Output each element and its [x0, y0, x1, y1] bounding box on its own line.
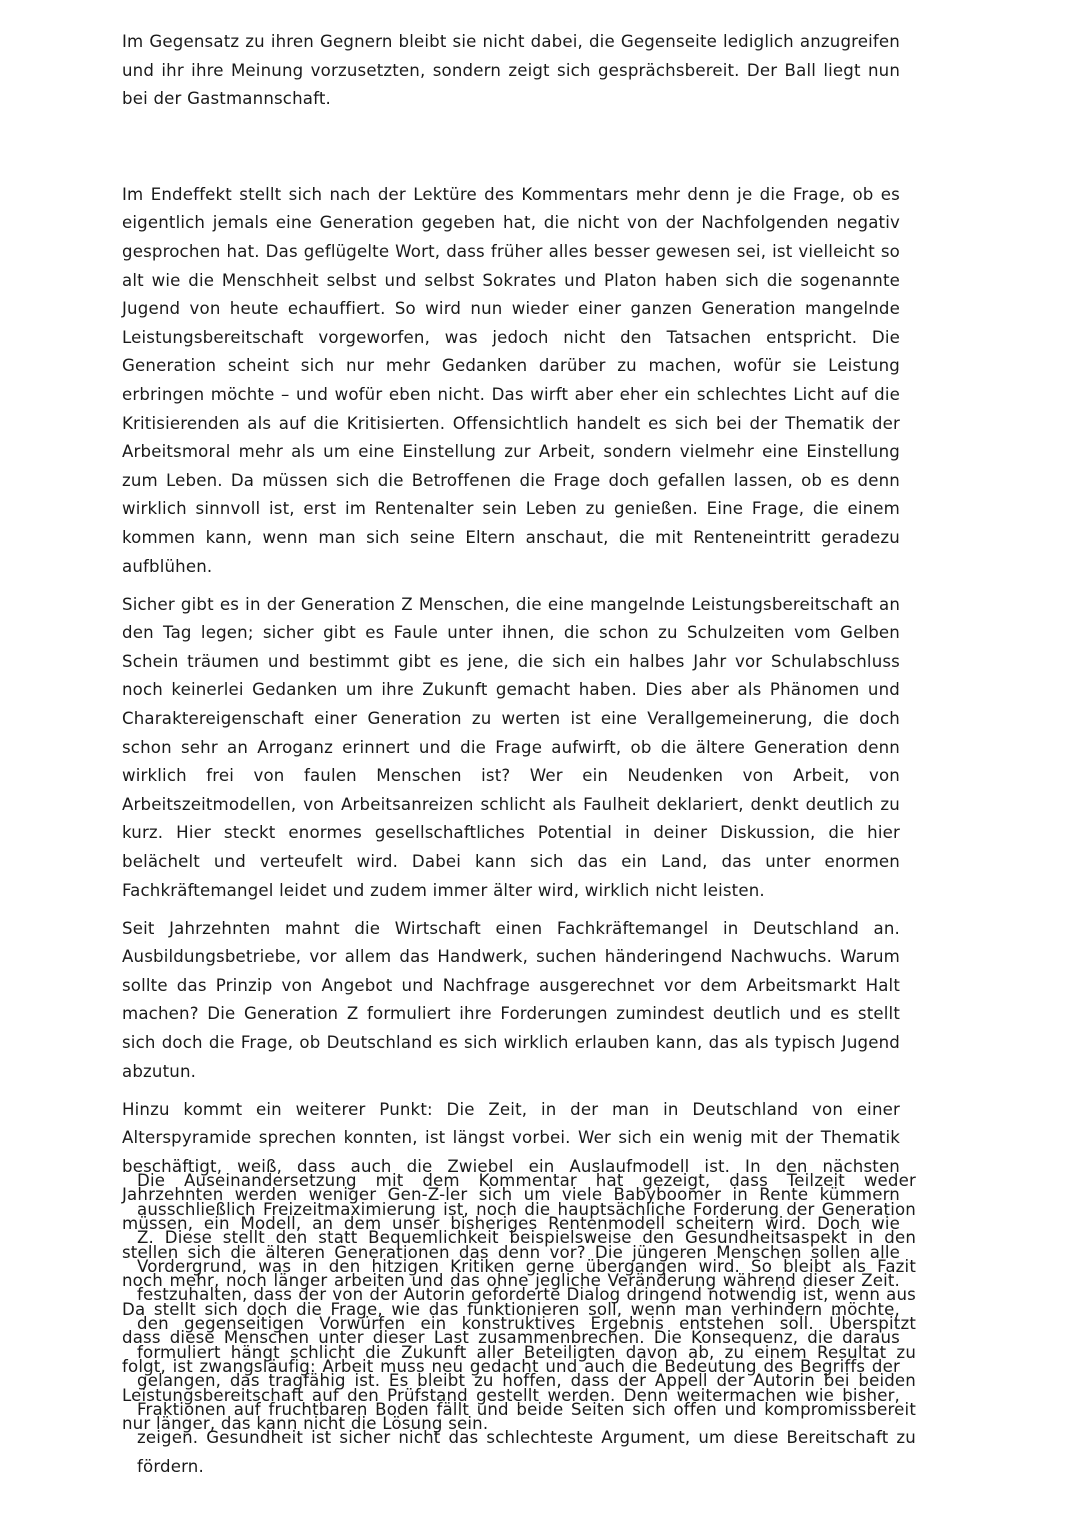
paragraph-4: Seit Jahrzehnten mahnt die Wirtschaft einen Fachkräftemangel in Deutschland an. Ausbildungsbetriebe, vor allem das Handwerk, suchen händeringend Nachwuchs. Warum sollte das Prinzip von Angebot und Nachfrage ausgerechnet vor dem Arbeitsmarkt Halt machen? Die Generation Z formuliert ihre Forderungen zumindest deutlich und es stellt sich doch die Frage, ob Deutschland es sich wirklich erlauben kann, das als typisch Jugend abzutun. — [122, 918, 900, 1081]
paragraph-3: Sicher gibt es in der Generation Z Menschen, die eine mangelnde Leistungsbereitschaft an den Tag legen; sicher gibt es Faule unter ihnen, die schon zu Schulzeiten vom Gelben Schein träumen und bestimmt gibt es jene, die sich ein halbes Jahr vor Schulabschluss noch keinerlei Gedanken um ihre Zukunft gemacht haben. Dies aber als Phänomen und Charaktereigenschaft einer Generation zu werten ist eine Verallgemeinerung, die doch schon sehr an Arroganz erinnert und die Frage aufwirft, ob die ältere Generation denn wirklich frei von faulen Menschen ist? Wer ein Neudenken von Arbeit, von Arbeitszeitmodellen, von Arbeitsanreizen schlicht als Faulheit deklariert, denkt deutlich zu kurz. Hier steckt enormes gesellschaftliches Potential in deiner Diskussion, die hier belächelt und verteufelt wird. Dabei kann sich das ein Land, das unter enormen Fachkräftemangel leidet und zudem immer älter wird, wirklich nicht leisten. — [122, 594, 900, 900]
paragraph-closing: Die Auseinandersetzung mit dem Kommentar hat gezeigt, dass Teilzeit weder ausschließlich Freizeitmaximierung ist, noch die hauptsächliche Forderung der Generation Z. Diese stellt den statt Bequemlichkeit beispielsweise den Gesundheitsaspekt in den Vordergrund, was in den hitzigen Kritiken gerne übergangen wird. So bleibt als Fazit festzuhalten, dass der von der Autorin geforderte Dialog dringend notwendig ist, wenn aus den gegenseitigen Vorwürfen ein konstruktives Ergebnis entstehen soll. Überspitzt formuliert hängt schlicht die Zukunft aller Beteiligten davon ab, zu einem Resultat zu gelangen, das tragfähig ist. Es bleibt zu hoffen, dass der Appell der Autorin bei beiden Fraktionen auf fruchtbaren Boden fällt und beide Seiten sich offen und kompromissbereit zeigen. Gesundheit ist sicher nicht das schlechteste Argument, um diese Bereitschaft zu fördern. — [137, 1171, 916, 1476]
paragraph-1: Im Gegensatz zu ihren Gegnern bleibt sie nicht dabei, die Gegenseite lediglich anzugreifen und ihr ihre Meinung vorzusetzten, sondern zeigt sich gesprächsbereit. Der Ball liegt nun bei der Gastmannschaft. — [122, 32, 900, 109]
closing-block — [137, 1167, 916, 1482]
paragraph-2: Im Endeffekt stellt sich nach der Lektüre des Kommentars mehr denn je die Frage, ob es eigentlich jemals eine Generation gegeben hat, die nicht von der Nachfolgenden negativ gesprochen hat. Das geflügelte Wort, dass früher alles besser gewesen sei, ist vielleicht so alt wie die Menschheit selbst und selbst Sokrates und Platon haben sich die sogenannte Jugend von heute echauffiert. So wird nun wieder einer ganzen Generation mangelnde Leistungsbereitschaft vorgeworfen, was jedoch nicht den Tatsachen entspricht. Die Generation scheint sich nur mehr Gedanken darüber zu machen, wofür sie Leistung erbringen möchte – und wofür eben nicht. Das wirft aber eher ein schlechtes Licht auf die Kritisierenden als auf die Kritisierten. Offensichtlich handelt es sich bei der Thematik der Arbeitsmoral mehr als um eine Einstellung zur Arbeit, sondern vielmehr eine Einstellung zum Leben. Da müssen sich die Betroffenen die Frage doch gefallen lassen, ob es denn wirklich sinnvoll ist, erst im Rentenalter sein Leben zu genießen. Eine Frage, die einem kommen kann, wenn man sich seine Eltern anschaut, die mit Renteneintritt geradezu aufblühen. — [122, 184, 900, 576]
paragraph-5: Hinzu kommt ein weiterer Punkt: Die Zeit, in der man in Deutschland von einer Alterspyramide sprechen konnten, ist längst vorbei. Wer sich ein wenig mit der Thematik beschäftigt, weiß, dass auch die Zwiebel ein Auslaufmodell ist. In den nächsten Jahrzehnten werden weniger Gen-Z-ler sich um viele Babyboomer in Rente kümmern müssen, ein Modell, an dem unser bisheriges Rentenmodell scheitern wird. Doch wie stellen sich die älteren Generationen das denn vor? Die jüngeren Menschen sollen alle noch mehr, noch länger arbeiten und das ohne jegliche Veränderung während dieser Zeit. Da stellt sich doch die Frage, wie das funktionieren soll, wenn man verhindern möchte, dass diese Menschen unter dieser Last zusammenbrechen. Die Konsequenz, die daraus folgt, ist zwangsläufig: Arbeit muss neu gedacht und auch die Bedeutung des Begriffs der Leistungsbereitschaft auf den Prüfstand gestellt werden. Denn weitermachen wie bisher, nur länger, das kann nicht die Lösung sein. — [122, 1099, 900, 1434]
